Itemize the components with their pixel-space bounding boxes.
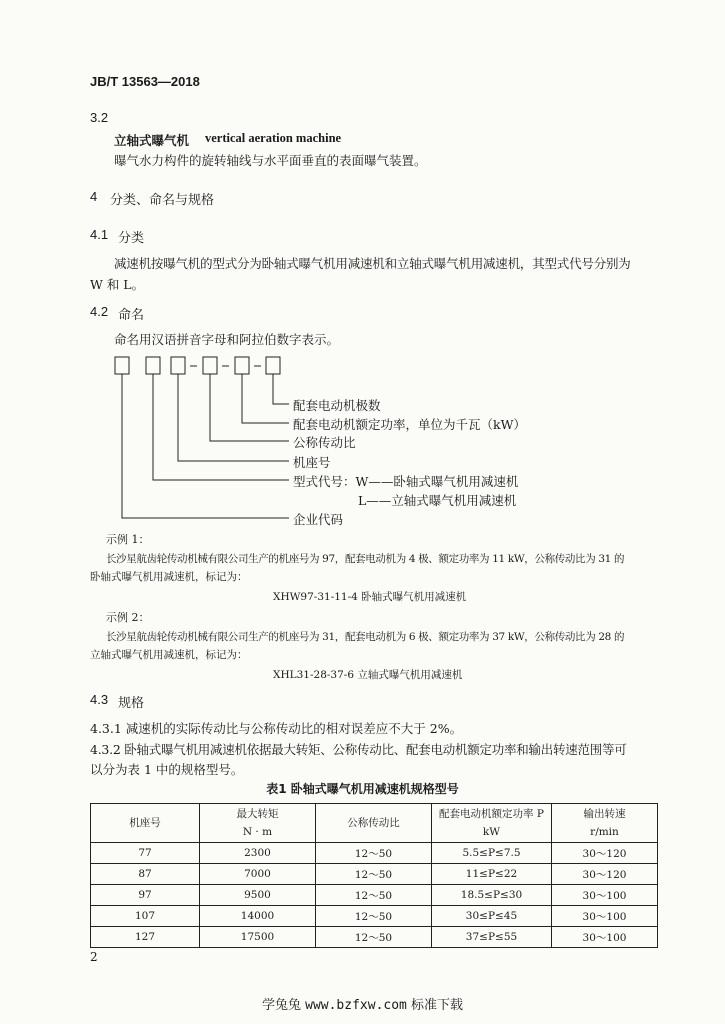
cell-motor-power: 18.5≤P≤30: [432, 885, 552, 906]
cell-frame-no: 77: [91, 843, 200, 864]
item-4-3-1: 4.3.1 减速机的实际传动比与公称传动比的相对误差应不大于 2%。: [90, 721, 463, 736]
code-box-poles: [266, 357, 280, 374]
cell-nominal-ratio: 12～50: [316, 885, 432, 906]
diagram-label-power: 配套电动机额定功率，单位为千瓦（kW）: [293, 417, 526, 432]
footer-site-name: 学兔兔: [261, 998, 301, 1013]
footer-url-link[interactable]: www.bzfxw.com: [305, 998, 407, 1013]
example2-line2: 立轴式曝气机用减速机，标记为：: [90, 649, 248, 661]
cell-motor-power: 11≤P≤22: [432, 864, 552, 885]
cell-frame-no: 87: [91, 864, 200, 885]
section-4-3-title: 规格: [118, 696, 145, 711]
cell-nominal-ratio: 12～50: [316, 843, 432, 864]
cell-frame-no: 107: [91, 906, 200, 927]
naming-intro: 命名用汉语拼音字母和阿拉伯数字表示。: [114, 332, 340, 347]
cell-nominal-ratio: 12～50: [316, 906, 432, 927]
clause-3-2-number: 3.2: [90, 110, 109, 125]
cell-max-torque: 2300: [200, 843, 316, 864]
section-4-3-number: 4.3: [90, 692, 109, 707]
example1-line1: 长沙星航齿轮传动机械有限公司生产的机座号为 97，配套电动机为 4 极、额定功率为 11 kW，公称传动比为 31 的: [106, 553, 625, 565]
section-4-1-number: 4.1: [90, 227, 109, 242]
cell-output-speed: 30～120: [552, 843, 658, 864]
table-row: [91, 885, 658, 906]
header-nominal-ratio: 公称传动比: [316, 804, 432, 843]
diagram-label-type-l: L——立轴式曝气机用减速机: [358, 493, 517, 508]
code-box-type: [146, 357, 160, 374]
cell-nominal-ratio: 12～50: [316, 927, 432, 948]
section-4-1-title: 分类: [118, 231, 145, 246]
cell-motor-power: 37≤P≤55: [432, 927, 552, 948]
table-row: [91, 864, 658, 885]
example1-label: 示例 1：: [106, 533, 150, 546]
example2-marking: XHL31-28-37-6 立轴式曝气机用减速机: [273, 669, 463, 681]
table-row: [91, 843, 658, 864]
classification-paragraph-line1: 减速机按曝气机的型式分为卧轴式曝气机用减速机和立轴式曝气机用减速机，其型式代号分别为: [114, 256, 631, 271]
diagram-label-poles: 配套电动机极数: [293, 398, 381, 413]
example1-marking: XHW97-31-11-4 卧轴式曝气机用减速机: [273, 591, 467, 603]
section-4-title: 分类、命名与规格: [110, 193, 215, 208]
example1-line2: 卧轴式曝气机用减速机，标记为：: [90, 571, 248, 583]
cell-max-torque: 17500: [200, 927, 316, 948]
page-number: 2: [90, 950, 98, 964]
table-row: [91, 906, 658, 927]
header-frame-no: 机座号: [91, 804, 200, 843]
section-4-2-number: 4.2: [90, 304, 109, 319]
table-header-row: [91, 804, 658, 843]
item-4-3-2-line1: 4.3.2 卧轴式曝气机用减速机依据最大转矩、公称传动比、配套电动机额定功率和输出转速范围等可: [90, 742, 627, 757]
header-output-speed: 输出转速 r/min: [552, 804, 658, 843]
cell-frame-no: 97: [91, 885, 200, 906]
term-english: vertical aeration machine: [205, 131, 342, 145]
footer-watermark: [0, 994, 725, 1013]
code-box-frame: [171, 357, 185, 374]
term-definition: 曝气水力构件的旋转轴线与水平面垂直的表面曝气装置。: [114, 153, 427, 168]
code-box-enterprise: [115, 357, 129, 374]
standard-number-header: JB/T 13563—2018: [90, 74, 200, 89]
diagram-label-frame: 机座号: [293, 455, 331, 470]
example2-line1: 长沙星航齿轮传动机械有限公司生产的机座号为 31，配套电动机为 6 极、额定功率为 37 kW，公称传动比为 28 的: [106, 631, 625, 643]
cell-frame-no: 127: [91, 927, 200, 948]
cell-output-speed: 30～100: [552, 927, 658, 948]
diagram-label-type-w: 型式代号：W——卧轴式曝气机用减速机: [293, 474, 519, 489]
code-box-power: [235, 357, 249, 374]
table-row: [91, 927, 658, 948]
cell-output-speed: 30～100: [552, 885, 658, 906]
cell-motor-power: 5.5≤P≤7.5: [432, 843, 552, 864]
header-max-torque: 最大转矩 N · m: [200, 804, 316, 843]
cell-nominal-ratio: 12～50: [316, 864, 432, 885]
spec-table: [90, 803, 658, 948]
table1-caption: 表1 卧轴式曝气机用减速机规格型号: [266, 782, 459, 796]
term-chinese: 立轴式曝气机: [114, 133, 190, 148]
cell-max-torque: 9500: [200, 885, 316, 906]
diagram-label-enterprise: 企业代码: [293, 512, 344, 527]
code-box-ratio: [203, 357, 217, 374]
diagram-label-ratio: 公称传动比: [293, 435, 356, 450]
header-motor-power: 配套电动机额定功率 P kW: [432, 804, 552, 843]
footer-suffix: 标准下载: [411, 998, 464, 1013]
classification-paragraph-line2: W 和 L。: [90, 277, 145, 292]
item-4-3-2-line2: 以分为表 1 中的规格型号。: [90, 762, 244, 777]
section-4-2-title: 命名: [118, 308, 145, 323]
cell-output-speed: 30～120: [552, 864, 658, 885]
section-4-number: 4: [90, 189, 98, 204]
example2-label: 示例 2：: [106, 611, 150, 624]
cell-max-torque: 14000: [200, 906, 316, 927]
cell-motor-power: 30≤P≤45: [432, 906, 552, 927]
cell-max-torque: 7000: [200, 864, 316, 885]
cell-output-speed: 30～100: [552, 906, 658, 927]
